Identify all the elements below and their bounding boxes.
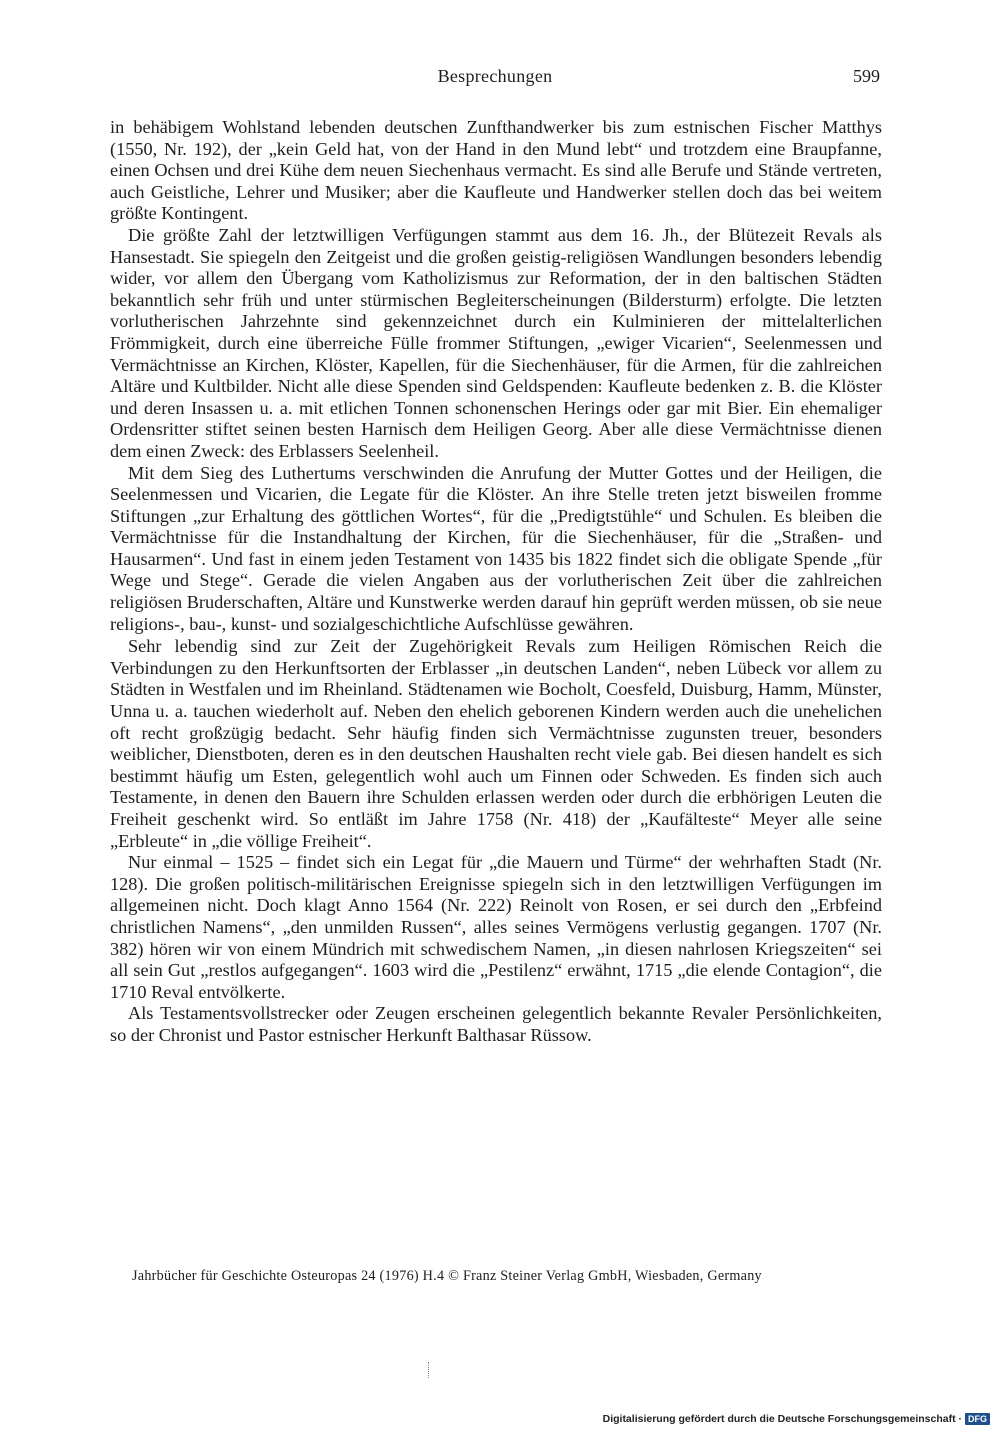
scan-marker bbox=[428, 1362, 431, 1378]
paragraph-1: in behäbigem Wohlstand lebenden deutschen Zunfthandwerker bis zum estnischen Fischer Matthys (1550, Nr. 192), der „kein Geld hat, von der Hand in den Mund lebt“ und trotzdem eine Braupfanne, einen Ochsen und drei Kühe dem neuen Siechenhaus vermacht. Es sind alle Berufe und Stände vertreten, auch Geistliche, Lehrer und Musiker; aber die Kaufleute und Handwerker stellen doch das bei weitem größte Kontingent. bbox=[110, 117, 882, 224]
paragraph-3: Mit dem Sieg des Luthertums verschwinden die Anrufung der Mutter Gottes und der Heiligen, die Seelenmessen und Vicarien, die Legate für die Klöster. An ihre Stelle treten jetzt bisweilen fromme Stiftungen „zur Erhaltung des göttlichen Wortes“, für die „Predigtstühle“ und Schulen. Es bleiben die Vermächtnisse für die Instandhaltung der Kirchen, für die Siechenhäuser, für die „Straßen- und Hausarmen“. Und fast in einem jeden Testament von 1435 bis 1822 findet sich die obligate Spende „für Wege und Stege“. Gerade die vielen Angaben aus der vorlutherischen Zeit über die zahlreichen religiösen Bruderschaften, Altäre und Kunstwerke werden darauf hin geprüft werden müssen, ob sie neue religions-, bau-, kunst- und sozialgeschichtliche Aufschlüsse gewähren. bbox=[110, 462, 882, 634]
article-body bbox=[110, 117, 882, 1047]
journal-citation: Jahrbücher für Geschichte Osteuropas 24 (1976) H.4 © Franz Steiner Verlag GmbH, Wiesbaden, Germany bbox=[132, 1268, 762, 1284]
paragraph-4: Sehr lebendig sind zur Zeit der Zugehörigkeit Revals zum Heiligen Römischen Reich die Verbindungen zu den Herkunftsorten der Erblasser „in deutschen Landen“, neben Lübeck vor allem zu Städten in Westfalen und im Rheinland. Städtenamen wie Bocholt, Coesfeld, Duisburg, Hamm, Münster, Unna u. a. tauchen wiederholt auf. Neben den ehelich geborenen Kindern werden auch die unehelichen oft recht großzügig bedacht. Sehr häufig finden sich Vermächtnisse zugunsten treuer, besonders weiblicher, Dienstboten, deren es in den deutschen Haushalten recht viele gab. Bei diesen handelt es sich bestimmt häufig um Esten, gelegentlich wohl auch um Finnen oder Schweden. Es finden sich auch Testamente, in denen den Bauern ihre Schulden erlassen werden oder durch die erbhörigen Leuten die Freiheit geschenkt wird. So entläßt im Jahre 1758 (Nr. 418) der „Kaufälteste“ Meyer alle seine „Erbleute“ in „die völlige Freiheit“. bbox=[110, 636, 882, 851]
digitization-credit bbox=[603, 1413, 990, 1425]
paragraph-5: Nur einmal – 1525 – findet sich ein Legat für „die Mauern und Türme“ der wehrhaften Stadt (Nr. 128). Die großen politisch-militärischen Ereignisse spiegeln sich in den letztwilligen Verfügungen im allgemeinen nicht. Doch klagt Anno 1564 (Nr. 222) Reinolt von Rosen, er sei durch den „Erbfeind christlichen Namens“, „den unmilden Russen“, alles seines Vermögens verlustig gegangen. 1707 (Nr. 382) hören wir von einem Mündrich mit schwedischem Namen, „in diesen nahrlosen Kriegszeiten“ sei all sein Gut „restlos aufgegangen“. 1603 wird die „Pestilenz“ erwähnt, 1715 „die elende Contagion“, die 1710 Reval entvölkerte. bbox=[110, 852, 882, 1002]
paragraph-6: Als Testamentsvollstrecker oder Zeugen erscheinen gelegentlich bekannte Revaler Persönlichkeiten, so der Chronist und Pastor estnischer Herkunft Balthasar Rüssow. bbox=[110, 1003, 882, 1045]
page-header bbox=[110, 66, 880, 94]
digitization-credit-text: Digitalisierung gefördert durch die Deutsche Forschungsgemeinschaft · bbox=[602, 1413, 962, 1425]
paragraph-2: Die größte Zahl der letztwilligen Verfügungen stammt aus dem 16. Jh., der Blütezeit Revals als Hansestadt. Sie spiegeln den Zeitgeist und die großen geistig-religiösen Wandlungen besonders lebendig wider, vor allem den Übergang vom Katholizismus zur Reformation, der in den baltischen Städten bekanntlich sehr früh und unter stürmischen Begleiterscheinungen (Bildersturm) erfolgte. Die letzten vorlutherischen Jahrzehnte sind gekennzeichnet durch ein Kulminieren der mittelalterlichen Frömmigkeit, durch eine überreiche Fülle frommer Stiftungen, „ewiger Vicarien“, Seelenmessen und Vermächtnisse an Kirchen, Klöster, Kapellen, für die Siechenhäuser, für die Armen, für die zahlreichen Altäre und Kultbilder. Nicht alle diese Spenden sind Geldspenden: Kaufleute bedenken z. B. die Klöster und deren Insassen u. a. mit etlichen Tonnen schonenschen Herings oder gar mit Bier. Ein ehemaliger Ordensritter stiftet seinen besten Harnisch dem Heiligen Georg. Aber alle diese Vermächtnisse dienen dem einen Zweck: des Erblassers Seelenheil. bbox=[110, 224, 882, 461]
page-number: 599 bbox=[853, 66, 880, 86]
running-head: Besprechungen bbox=[437, 66, 553, 86]
dfg-logo-icon: DFG bbox=[965, 1413, 990, 1425]
